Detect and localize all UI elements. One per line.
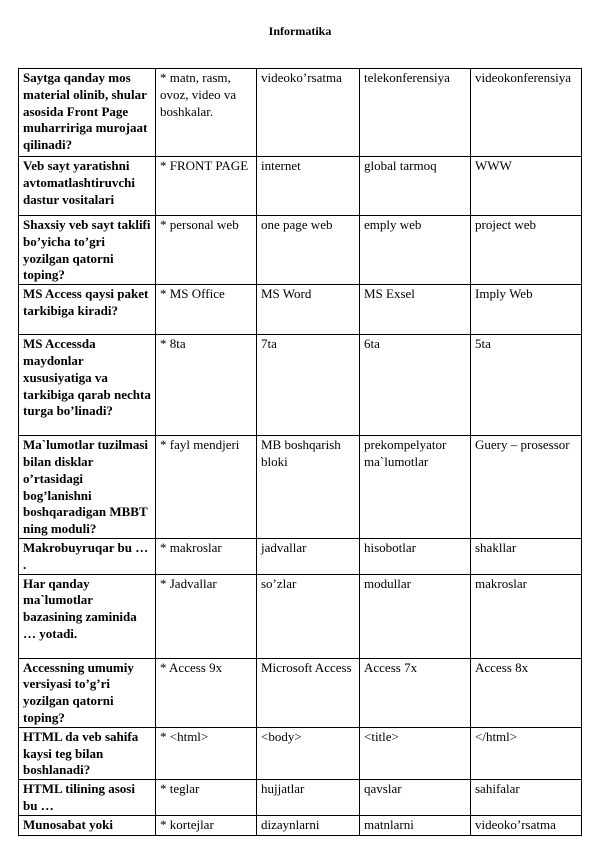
answer-option-cell: dizaynlarni	[257, 815, 360, 835]
question-cell: Accessning umumiy versiyasi to’g’ri yozilgan qatorni toping?	[19, 658, 156, 727]
answer-option-cell: videokonferensiya	[471, 69, 582, 157]
answer-correct-cell: * fayl mendjeri	[156, 436, 257, 539]
answer-option-cell: MS Exsel	[360, 285, 471, 335]
answer-option-cell: Access 8x	[471, 658, 582, 727]
answer-correct-cell: * makroslar	[156, 538, 257, 574]
question-cell: Saytga qanday mos material olinib, shular asosida Front Page muharririga murojaat qilinadi?	[19, 69, 156, 157]
table-row	[19, 216, 582, 285]
table-row	[19, 658, 582, 727]
question-cell: Ma`lumotlar tuzilmasi bilan disklar o’rtasidagi bog’lanishni boshqaradigan MBBT ning moduli?	[19, 436, 156, 539]
table-row	[19, 538, 582, 574]
answer-option-cell: WWW	[471, 157, 582, 216]
table-row	[19, 157, 582, 216]
answer-correct-cell: * teglar	[156, 780, 257, 816]
answer-option-cell: global tarmoq	[360, 157, 471, 216]
answer-correct-cell: * Jadvallar	[156, 574, 257, 658]
answer-option-cell: videoko’rsatma	[471, 815, 582, 835]
table-row	[19, 69, 582, 157]
answer-option-cell: Microsoft Access	[257, 658, 360, 727]
answer-option-cell: project web	[471, 216, 582, 285]
question-cell: HTML da veb sahifa kaysi teg bilan boshlanadi?	[19, 727, 156, 779]
answer-option-cell: makroslar	[471, 574, 582, 658]
answer-option-cell: so’zlar	[257, 574, 360, 658]
answer-correct-cell: * kortejlar	[156, 815, 257, 835]
answer-option-cell: matnlarni	[360, 815, 471, 835]
answer-correct-cell: * Access 9x	[156, 658, 257, 727]
table-row	[19, 574, 582, 658]
answer-option-cell: MS Word	[257, 285, 360, 335]
question-cell: Veb sayt yaratishni avtomatlashtiruvchi dastur vositalari	[19, 157, 156, 216]
table-row	[19, 727, 582, 779]
answer-option-cell: emply web	[360, 216, 471, 285]
answer-option-cell: 6ta	[360, 335, 471, 436]
answer-option-cell: Access 7x	[360, 658, 471, 727]
table-row	[19, 780, 582, 816]
answer-option-cell: Imply Web	[471, 285, 582, 335]
question-cell: Shaxsiy veb sayt taklifi bo’yicha to’gri yozilgan qatorni toping?	[19, 216, 156, 285]
question-cell: Munosabat yoki	[19, 815, 156, 835]
answer-correct-cell: * <html>	[156, 727, 257, 779]
table-row	[19, 285, 582, 335]
question-cell: MS Accessda maydonlar xususiyatiga va tarkibiga qarab nechta turga bo’linadi?	[19, 335, 156, 436]
answer-option-cell: 5ta	[471, 335, 582, 436]
answer-option-cell: shakllar	[471, 538, 582, 574]
table-row	[19, 335, 582, 436]
answer-option-cell: hujjatlar	[257, 780, 360, 816]
answer-option-cell: prekompelyator ma`lumotlar	[360, 436, 471, 539]
question-cell: MS Access qaysi paket tarkibiga kiradi?	[19, 285, 156, 335]
answer-option-cell: hisobotlar	[360, 538, 471, 574]
answer-option-cell: telekonferensiya	[360, 69, 471, 157]
answer-option-cell: Guery – prosessor	[471, 436, 582, 539]
answer-option-cell: one page web	[257, 216, 360, 285]
answer-option-cell: sahifalar	[471, 780, 582, 816]
page-title: Informatika	[268, 24, 332, 38]
answer-option-cell: <title>	[360, 727, 471, 779]
answer-option-cell: <body>	[257, 727, 360, 779]
answer-option-cell: </html>	[471, 727, 582, 779]
answer-correct-cell: * MS Office	[156, 285, 257, 335]
question-cell: Makrobuyruqar bu … .	[19, 538, 156, 574]
answer-option-cell: qavslar	[360, 780, 471, 816]
answer-option-cell: internet	[257, 157, 360, 216]
answer-option-cell: videoko’rsatma	[257, 69, 360, 157]
answer-correct-cell: * 8ta	[156, 335, 257, 436]
answer-correct-cell: * FRONT PAGE	[156, 157, 257, 216]
answer-option-cell: modullar	[360, 574, 471, 658]
answer-option-cell: jadvallar	[257, 538, 360, 574]
table-row	[19, 815, 582, 835]
answer-option-cell: MB boshqarish bloki	[257, 436, 360, 539]
answer-correct-cell: * personal web	[156, 216, 257, 285]
quiz-table	[18, 68, 582, 836]
answer-option-cell: 7ta	[257, 335, 360, 436]
question-cell: Har qanday ma`lumotlar bazasining zaminida … yotadi.	[19, 574, 156, 658]
table-row	[19, 436, 582, 539]
question-cell: HTML tilining asosi bu …	[19, 780, 156, 816]
answer-correct-cell: * matn, rasm, ovoz, video va boshkalar.	[156, 69, 257, 157]
